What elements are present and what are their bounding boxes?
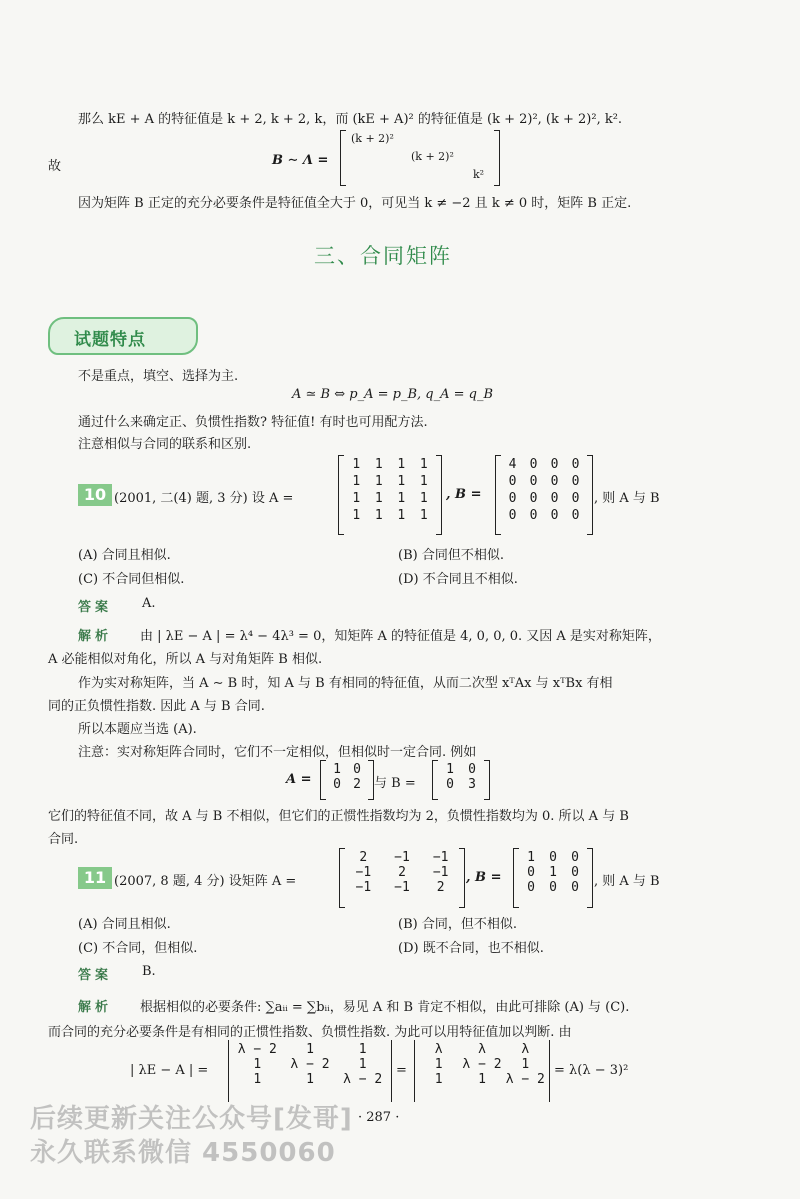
q10-solution-1: 由 | λE − A | = λ⁴ − 4λ³ = 0，知矩阵 A 的特征值是 4, 0, 0, 0. 又因 A 是实对称矩阵， [140,629,661,644]
q11-matrix-b-cell: 0 [527,880,535,895]
q11-determinant-1-grid [231,1042,389,1087]
q11-matrix-a-cell: 2 [398,865,406,880]
q10-matrix-b-cell: 0 [571,457,580,472]
q10-example-a-grid [327,762,367,792]
q10-matrix-b-cell: 0 [529,491,538,506]
q10-matrix-b-cell: 0 [571,474,580,489]
q10-matrix-a-cell: 1 [352,474,361,489]
q11-matrix-a-cell: −1 [394,850,410,865]
q11-det-equals: = [396,1063,407,1078]
q10-matrix-a-cell: 1 [374,508,383,523]
q10-matrix-a-cell: 1 [374,491,383,506]
q10-matrix-a-cell: 1 [374,457,383,472]
q10-matrix-b-cell: 0 [529,474,538,489]
q10-matrix-b-cell: 0 [508,474,517,489]
diag-entry-3: k² [473,168,485,181]
diag-matrix [340,130,500,186]
q10-example-a-label: A = [286,772,312,787]
q10-matrix-a-cell: 1 [419,508,428,523]
q10-matrix-a-cell: 1 [419,474,428,489]
q11-determinant-1-cell: 1 [253,1057,262,1072]
diag-entry-2: (k + 2)² [411,150,454,163]
q11-det-rhs: = λ(λ − 3)² [554,1063,629,1078]
q10-matrix-b-cell: 0 [571,508,580,523]
q10-matrix-a-cell: 1 [397,508,406,523]
q11-determinant-2-cell: 1 [434,1072,443,1087]
q11-matrix-a-cell: 2 [436,880,445,895]
q10-example-mid: 与 B = [374,776,416,791]
top-lhs: B ∼ Λ = [272,153,329,168]
q10-matrix-b-cell: 4 [508,457,517,472]
q10-matrix-a-cell: 1 [352,457,361,472]
q11-matrix-a-cell: −1 [394,880,410,895]
q11-matrix-b-cell: 0 [571,850,579,865]
q11-answer: B. [142,964,156,979]
top-line-1: 那么 kE + A 的特征值是 k + 2, k + 2, k，而 (kE + A)² 的特征值是 (k + 2)², (k + 2)², k². [78,112,623,127]
q11-determinant-1-cell: λ − 2 [343,1072,383,1087]
q10-tail: , 则 A 与 B [594,491,660,506]
q11-determinant-1 [228,1040,392,1102]
q10-example-a-matrix [320,760,374,800]
q10-example-b-cell: 0 [468,762,476,777]
q10-matrix-a-grid [345,457,435,523]
question-number-11: 11 [78,867,112,889]
q10-matrix-b-cell: 0 [550,491,559,506]
q11-matrix-a [339,848,465,908]
q11-matrix-a-grid [344,850,460,895]
q11-source: (2007, 8 题, 4 分) 设矩阵 A = [114,874,297,889]
q10-solution-3: 作为实对称矩阵，当 A ∼ B 时，知 A 与 B 有相同的特征值，从而二次型 xᵀAx 与 xᵀBx 有相 [78,676,613,691]
q11-determinant-1-cell: 1 [358,1057,367,1072]
q10-matrix-b-grid [502,457,586,523]
q11-solution-label: 解析 [78,1000,113,1015]
q10-solution-label: 解析 [78,629,113,644]
feature-line-2: A ≃ B ⇔ p_A = p_B, q_A = q_B [292,387,494,402]
q10-solution-2: A 必能相似对角化，所以 A 与对角矩阵 B 相似. [48,652,323,667]
q11-matrix-b-cell: 0 [549,850,557,865]
watermark-line-2: 永久联系微信 4550060 [30,1138,336,1168]
q10-solution-7: 它们的特征值不同，故 A 与 B 不相似，但它们的正惯性指数均为 2，负惯性指数均为 0. 所以 A 与 B [48,809,629,824]
q10-solution-6: 注意：实对称矩阵合同时，它们不一定相似，但相似时一定合同. 例如 [78,745,477,760]
q11-mid: , B = [466,870,502,885]
q10-answer-label: 答案 [78,600,113,615]
q11-determinant-2-grid [417,1042,547,1087]
diag-entry-1: (k + 2)² [351,132,394,145]
top-line-3: 因为矩阵 B 正定的充分必要条件是特征值全大于 0，可见当 k ≠ −2 且 k ≠ 0 时，矩阵 B 正定. [78,196,632,211]
q10-matrix-a-cell: 1 [352,491,361,506]
q10-matrix-b-cell: 0 [529,508,538,523]
q10-matrix-a-cell: 1 [419,457,428,472]
q11-determinant-1-cell: λ − 2 [237,1042,277,1057]
feature-line-1: 不是重点，填空、选择为主. [78,369,239,384]
q10-matrix-b-cell: 0 [550,508,559,523]
q11-matrix-b-cell: 0 [549,880,557,895]
q11-determinant-1-cell: 1 [253,1072,262,1087]
q11-determinant-1-cell: 1 [306,1072,314,1087]
q10-matrix-a-cell: 1 [419,491,428,506]
q11-determinant-2 [414,1040,550,1102]
q11-solution-2: 而合同的充分必要条件是有相同的正惯性指数、负惯性指数. 为此可以用特征值加以判断. 由 [48,1025,572,1040]
q10-matrix-b-cell: 0 [508,508,517,523]
q11-determinant-1-cell: 1 [306,1042,314,1057]
q11-option-a: (A) 合同且相似. [78,917,171,932]
q11-det-lhs: | λE − A | = [130,1063,209,1078]
feature-line-4: 注意相似与合同的联系和区别. [78,437,252,452]
q10-matrix-a-cell: 1 [397,474,406,489]
q11-determinant-2-cell: λ − 2 [505,1072,545,1087]
q10-solution-4: 同的正负惯性指数. 因此 A 与 B 合同. [48,699,265,714]
q11-matrix-a-cell: −1 [432,850,449,865]
q11-matrix-a-cell: −1 [432,865,449,880]
q10-solution-5: 所以本题应当选 (A). [78,722,197,737]
q10-matrix-a [338,455,442,535]
q11-determinant-2-cell: λ [434,1042,443,1057]
watermark-line-1: 后续更新关注公众号[发哥] [30,1104,353,1134]
q11-option-d: (D) 既不合同，也不相似. [398,941,544,956]
q11-option-c: (C) 不合同，但相似. [78,941,198,956]
feature-line-3: 通过什么来确定正、负惯性指数? 特征值! 有时也可用配方法. [78,415,428,430]
q10-option-c: (C) 不合同但相似. [78,572,185,587]
q11-determinant-2-cell: 1 [478,1072,486,1087]
q11-matrix-b-grid [520,850,586,895]
q10-matrix-a-cell: 1 [374,474,383,489]
q11-solution-1: 根据相似的必要条件: ∑aᵢᵢ = ∑bᵢᵢ，易见 A 和 B 肯定不相似，由此可排除 (A) 与 (C). [140,1000,630,1015]
q11-matrix-b-cell: 1 [527,850,535,865]
q11-determinant-1-cell: 1 [358,1042,367,1057]
q10-matrix-a-cell: 1 [352,508,361,523]
page-number: · 287 · [358,1110,400,1125]
feature-label: 试题特点 [74,330,146,350]
q10-matrix-b [495,455,593,535]
question-number-10: 10 [78,484,112,506]
section-title: 三、合同矩阵 [314,244,452,268]
q11-tail: , 则 A 与 B [594,874,660,889]
q10-matrix-a-cell: 1 [397,491,406,506]
feature-badge [48,317,198,355]
q10-example-b-cell: 3 [468,777,476,792]
q10-matrix-b-cell: 0 [550,474,559,489]
q11-determinant-2-cell: λ [521,1042,530,1057]
q11-matrix-b-cell: 0 [571,880,579,895]
q10-solution-8: 合同. [48,832,79,847]
q11-matrix-a-cell: 2 [359,850,368,865]
q10-option-d: (D) 不合同且不相似. [398,572,518,587]
q10-source: (2001, 二(4) 题, 3 分) 设 A = [114,491,294,506]
q10-matrix-b-cell: 0 [508,491,517,506]
q10-example-a-cell: 1 [333,762,341,777]
q11-determinant-2-cell: λ [478,1042,486,1057]
q11-determinant-2-cell: 1 [434,1057,443,1072]
q11-option-b: (B) 合同，但不相似. [398,917,517,932]
q11-answer-label: 答案 [78,968,113,983]
q11-matrix-b-cell: 0 [527,865,535,880]
q10-matrix-b-cell: 0 [550,457,559,472]
q11-determinant-1-cell: λ − 2 [290,1057,330,1072]
q11-determinant-2-cell: λ − 2 [462,1057,502,1072]
q11-matrix-b [513,848,593,908]
q10-example-b-grid [439,762,483,792]
top-gu: 故 [48,159,62,174]
q10-example-a-cell: 0 [333,777,341,792]
q10-option-b: (B) 合同但不相似. [398,548,504,563]
q11-matrix-b-cell: 0 [571,865,579,880]
q10-example-b-cell: 1 [446,762,454,777]
q10-example-a-cell: 2 [353,777,361,792]
q10-example-b-cell: 0 [446,777,454,792]
q11-matrix-b-cell: 1 [549,865,557,880]
q10-matrix-b-cell: 0 [571,491,580,506]
q10-matrix-a-cell: 1 [397,457,406,472]
q11-determinant-2-cell: 1 [521,1057,530,1072]
q11-matrix-a-cell: −1 [355,880,372,895]
q10-mid: , B = [446,487,482,502]
q10-example-b-matrix [432,760,490,800]
q10-matrix-b-cell: 0 [529,457,538,472]
q10-answer: A. [142,596,156,611]
q10-example-a-cell: 0 [353,762,361,777]
q10-option-a: (A) 合同且相似. [78,548,171,563]
q11-matrix-a-cell: −1 [355,865,372,880]
